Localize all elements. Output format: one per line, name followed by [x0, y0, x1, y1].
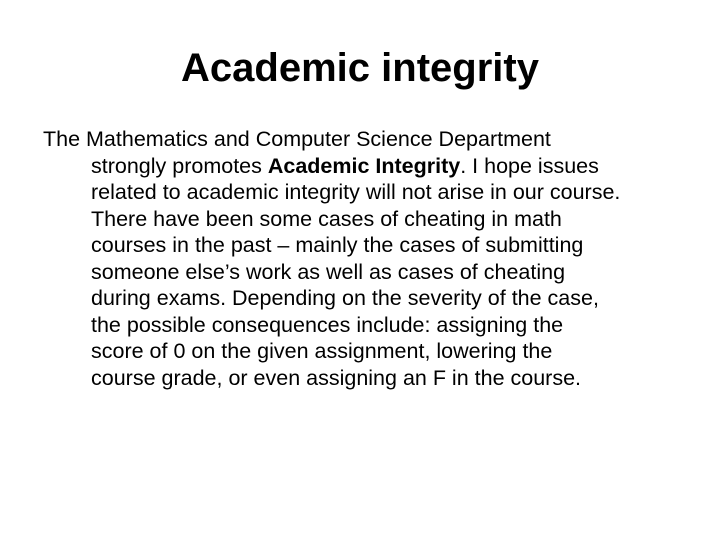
- paragraph-line-8: the possible consequences include: assigning the: [91, 312, 564, 337]
- paragraph-line-6: someone else’s work as well as cases of cheating: [91, 259, 566, 284]
- paragraph-line-4: There have been some cases of cheating in math: [91, 206, 562, 231]
- paragraph-line-2-pre: strongly promotes: [91, 153, 268, 178]
- paragraph-line-7: during exams. Depending on the severity of the case,: [91, 286, 599, 310]
- academic-integrity-emphasis: Academic Integrity: [267, 153, 461, 178]
- paragraph-line-3: related to academic integrity will not arise in our course.: [91, 180, 621, 204]
- paragraph-line-9: score of 0 on the given assignment, lowering the: [91, 339, 553, 363]
- paragraph-line-1: The Mathematics and Computer Science Department: [43, 127, 551, 151]
- paragraph-line-10: course grade, or even assigning an F in the course.: [91, 365, 582, 390]
- paragraph-line-2: [43, 153, 703, 180]
- paragraph-line-5: courses in the past – mainly the cases of submitting: [91, 233, 584, 257]
- slide-body-paragraph: [43, 126, 703, 391]
- paragraph-line-2-post: . I hope issues: [460, 153, 599, 178]
- slide-title: Academic integrity: [181, 46, 539, 90]
